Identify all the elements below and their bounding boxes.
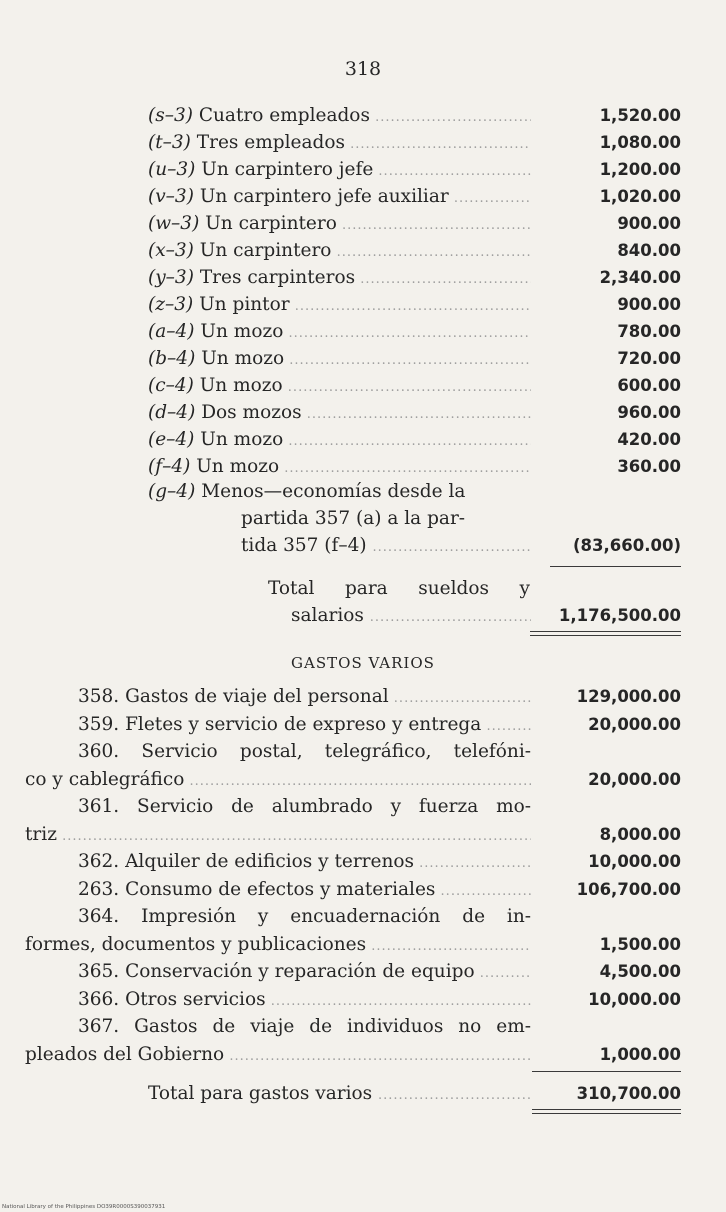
expense-row: [78, 958, 681, 985]
expense-text: 362. Alquiler de edificios y terrenos: [78, 851, 415, 872]
personnel-amount: 360.00: [617, 457, 681, 476]
expense-amount: 10,000.00: [588, 852, 681, 871]
deduction-line-3-wrap: [241, 532, 531, 561]
expense-label: [25, 931, 531, 960]
personnel-label: [148, 102, 531, 131]
personnel-text: Un mozo: [201, 348, 285, 369]
expense-row: [78, 986, 681, 1013]
personnel-label: [148, 372, 531, 401]
personnel-row: [148, 210, 681, 237]
expenses-total-label: Total para gastos varios: [148, 1083, 373, 1104]
expense-row: [25, 766, 681, 793]
page-number: 318: [344, 58, 382, 80]
personnel-text: Un mozo: [200, 429, 284, 450]
personnel-text: Tres empleados: [196, 132, 345, 153]
expense-text: 361. Servicio de alumbrado y fuerza mo-: [78, 796, 531, 817]
section-title: GASTOS VARIOS: [291, 654, 435, 672]
personnel-code: (t–3): [148, 132, 191, 153]
personnel-label: [148, 210, 531, 239]
salaries-total-amount: 1,176,500.00: [558, 606, 681, 625]
deduction-line-3: tida 357 (f–4): [241, 535, 367, 556]
personnel-label: [148, 183, 531, 212]
personnel-amount: 960.00: [617, 403, 681, 422]
expense-label: [25, 766, 531, 795]
personnel-text: Un carpintero: [205, 213, 337, 234]
expenses-total-double-rule: [532, 1109, 681, 1114]
expense-amount: 8,000.00: [599, 824, 681, 844]
personnel-row: [148, 102, 681, 129]
personnel-code: (w–3): [148, 213, 200, 234]
personnel-text: Un pintor: [199, 294, 290, 315]
expense-label: [25, 1041, 531, 1070]
personnel-amount: 780.00: [617, 322, 681, 341]
expense-amount: 4,500.00: [599, 962, 681, 981]
personnel-code: (u–3): [148, 159, 196, 180]
salaries-total-double-rule: [530, 631, 681, 636]
expense-label: [78, 876, 531, 905]
deduction-code: (g–4): [148, 481, 196, 502]
expense-amount: 10,000.00: [588, 989, 681, 1009]
expense-amount: 20,000.00: [588, 769, 681, 789]
personnel-text: Tres carpinteros: [199, 267, 356, 288]
personnel-amount: 1,080.00: [599, 133, 681, 152]
salaries-total-line-2: salarios: [291, 605, 364, 626]
expense-amount: 1,500.00: [599, 934, 681, 954]
personnel-text: Un mozo: [199, 375, 283, 396]
personnel-code: (d–4): [148, 402, 196, 423]
expense-label: [78, 903, 531, 932]
personnel-amount: 900.00: [617, 295, 681, 314]
personnel-amount: 1,200.00: [599, 160, 681, 179]
personnel-row: [148, 156, 681, 183]
personnel-code: (z–3): [148, 294, 194, 315]
personnel-label: [148, 291, 531, 320]
expense-row: [78, 876, 681, 903]
salaries-total-row-1: [268, 575, 530, 602]
expense-label: [78, 958, 531, 987]
expense-row: [78, 848, 681, 875]
personnel-code: (a–4): [148, 321, 195, 342]
expense-row: [78, 711, 681, 738]
personnel-amount: 900.00: [617, 214, 681, 233]
expense-row: [25, 931, 681, 958]
expense-label: [25, 821, 531, 850]
expense-text: 364. Impresión y encuadernación de in-: [78, 906, 531, 927]
personnel-row: [148, 318, 681, 345]
personnel-amount: 1,020.00: [599, 187, 681, 206]
expense-text: 365. Conservación y reparación de equipo: [78, 961, 475, 982]
personnel-code: (y–3): [148, 267, 194, 288]
personnel-label: [148, 156, 531, 185]
expense-row: [78, 683, 681, 710]
deduction-row-3: [241, 532, 681, 559]
personnel-code: (f–4): [148, 456, 191, 477]
personnel-row: [148, 453, 681, 480]
expense-row: [78, 793, 681, 820]
expenses-total-row: [148, 1080, 681, 1107]
expense-text: co y cablegráfico: [25, 768, 185, 790]
personnel-label: [148, 264, 531, 293]
expense-label: [78, 738, 531, 767]
expense-amount: 129,000.00: [576, 687, 681, 706]
personnel-row: [148, 291, 681, 318]
personnel-code: (c–4): [148, 375, 194, 396]
expense-row: [25, 1041, 681, 1068]
expense-label: [78, 848, 531, 877]
expense-label: [78, 683, 531, 712]
salaries-total-line-1: Total para sueldos y: [268, 578, 530, 599]
expense-text: 359. Fletes y servicio de expreso y entrega: [78, 713, 482, 735]
personnel-text: Un mozo: [200, 321, 284, 342]
personnel-row: [148, 426, 681, 453]
subtotal-rule: [550, 566, 681, 567]
personnel-text: Un carpintero jefe: [201, 159, 374, 180]
personnel-label: [148, 345, 531, 374]
personnel-amount: 600.00: [617, 376, 681, 395]
personnel-text: Un mozo: [196, 456, 280, 477]
expense-row: [78, 738, 681, 765]
personnel-amount: 420.00: [617, 430, 681, 449]
personnel-row: [148, 264, 681, 291]
personnel-row: [148, 183, 681, 210]
personnel-row: [148, 372, 681, 399]
footer-text: National Library of the Philippines DO39R0000S390037931: [2, 1204, 166, 1210]
expense-amount: 20,000.00: [588, 714, 681, 734]
expense-row: [78, 903, 681, 930]
personnel-code: (s–3): [148, 105, 193, 126]
personnel-label: [148, 318, 531, 347]
personnel-text: Cuatro empleados: [198, 105, 370, 126]
personnel-row: [148, 237, 681, 264]
expenses-total-label-wrap: [148, 1080, 531, 1109]
expense-row: [78, 1013, 681, 1040]
personnel-code: (v–3): [148, 186, 194, 207]
deduction-line-1: Menos—economías desde la: [201, 481, 466, 502]
personnel-label: [148, 426, 531, 455]
salaries-total-line-2-wrap: [291, 602, 531, 631]
expense-row: [25, 821, 681, 848]
personnel-amount: 2,340.00: [599, 268, 681, 287]
personnel-text: Dos mozos: [201, 402, 302, 423]
personnel-label: [148, 399, 531, 428]
personnel-label: [148, 237, 531, 266]
personnel-row: [148, 129, 681, 156]
expense-text: 366. Otros servicios: [78, 988, 266, 1010]
expense-text: 263. Consumo de efectos y materiales: [78, 878, 436, 900]
personnel-amount: 1,520.00: [599, 106, 681, 125]
deduction-amount: (83,660.00): [573, 536, 681, 555]
expenses-total-amount: 310,700.00: [576, 1084, 681, 1103]
expense-amount: 1,000.00: [599, 1044, 681, 1064]
deduction-line-2: partida 357 (a) a la par-: [241, 508, 466, 529]
salaries-total-row-2: [291, 602, 681, 629]
personnel-amount: 840.00: [617, 241, 681, 260]
expense-label: [78, 986, 531, 1015]
expense-amount: 106,700.00: [576, 879, 681, 899]
personnel-amount: 720.00: [617, 349, 681, 368]
personnel-label: [148, 129, 531, 158]
deduction-row: [148, 478, 681, 505]
expense-text: 367. Gastos de viaje de individuos no em-: [78, 1016, 531, 1037]
expenses-subtotal-rule: [532, 1071, 681, 1072]
personnel-row: [148, 345, 681, 372]
personnel-code: (e–4): [148, 429, 195, 450]
deduction-row-2: [241, 505, 531, 532]
expense-label: [78, 793, 531, 822]
personnel-code: (x–3): [148, 240, 194, 261]
personnel-code: (b–4): [148, 348, 196, 369]
personnel-text: Un carpintero jefe auxiliar: [199, 186, 449, 207]
expense-text: 358. Gastos de viaje del personal: [78, 686, 389, 707]
personnel-text: Un carpintero: [199, 240, 332, 261]
personnel-row: [148, 399, 681, 426]
expense-label: [78, 1013, 531, 1042]
expense-text: triz: [25, 823, 57, 845]
expense-label: [78, 711, 531, 740]
expense-text: 360. Servicio postal, telegráfico, telefóni-: [78, 741, 531, 762]
expense-text: pleados del Gobierno: [25, 1043, 225, 1065]
expense-text: formes, documentos y publicaciones: [25, 933, 367, 955]
